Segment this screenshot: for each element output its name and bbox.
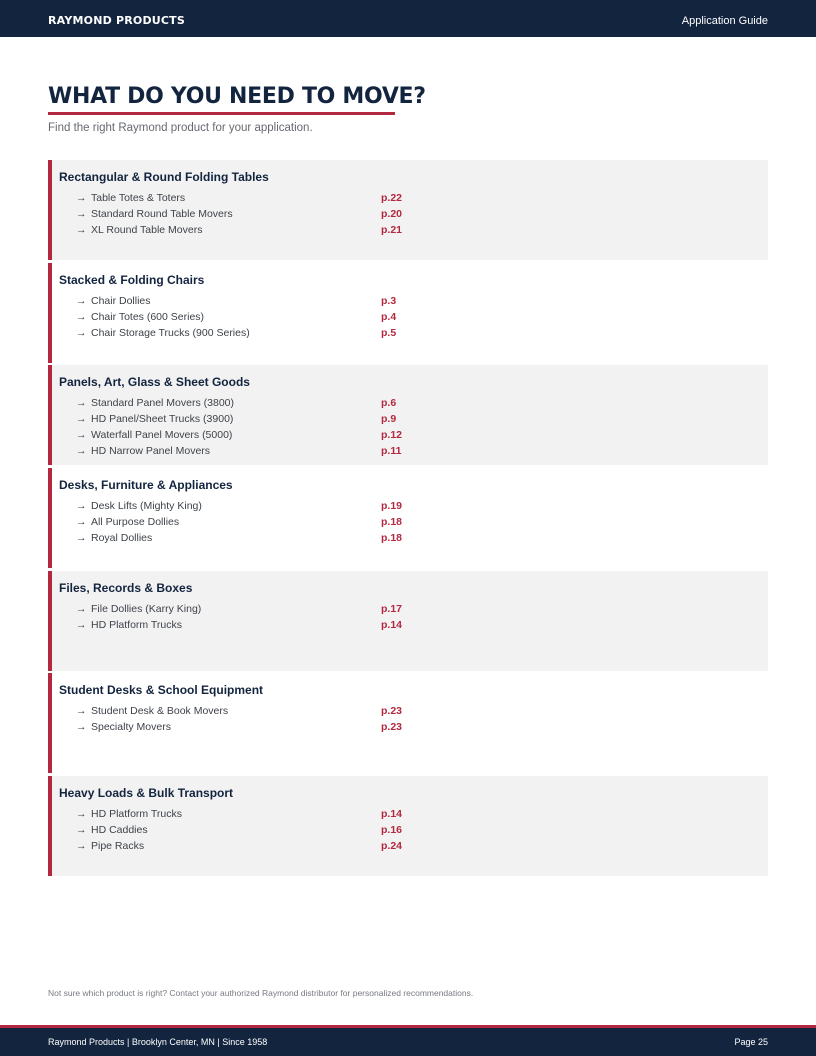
product-item xyxy=(76,824,576,840)
section-title: Stacked & Folding Chairs xyxy=(59,273,205,287)
page-reference: p.23 xyxy=(381,705,403,717)
product-name: Chair Storage Trucks (900 Series) xyxy=(91,327,250,339)
product-item xyxy=(76,208,576,224)
product-name: All Purpose Dollies xyxy=(91,516,180,528)
section-title: Files, Records & Boxes xyxy=(59,581,193,595)
arrow-right-icon: → xyxy=(76,516,87,528)
product-item xyxy=(76,429,576,445)
page-reference: p.4 xyxy=(381,311,397,323)
arrow-right-icon: → xyxy=(76,721,87,733)
product-item xyxy=(76,413,576,429)
page-subtitle: Find the right Raymond product for your application. xyxy=(48,122,313,134)
product-item xyxy=(76,311,576,327)
section-folding-tables xyxy=(48,160,768,260)
product-list xyxy=(76,603,576,635)
footnote: Not sure which product is right? Contact your authorized Raymond distributor for personalized recommendations. xyxy=(48,988,474,998)
page-reference: p.23 xyxy=(381,721,403,733)
product-name: HD Panel/Sheet Trucks (3900) xyxy=(91,413,234,425)
page-reference: p.19 xyxy=(381,500,403,512)
product-name: Pipe Racks xyxy=(91,840,145,852)
title-underline xyxy=(48,112,395,115)
product-item xyxy=(76,397,576,413)
product-name: Chair Dollies xyxy=(91,295,151,307)
product-item xyxy=(76,295,576,311)
product-list xyxy=(76,808,576,856)
product-name: HD Narrow Panel Movers xyxy=(91,445,211,457)
product-name: Royal Dollies xyxy=(91,532,153,544)
section-title: Panels, Art, Glass & Sheet Goods xyxy=(59,375,250,389)
section-files-records xyxy=(48,571,768,671)
page-reference: p.18 xyxy=(381,532,403,544)
product-item xyxy=(76,516,576,532)
product-item xyxy=(76,840,576,856)
product-name: Student Desk & Book Movers xyxy=(91,705,229,717)
page-reference: p.18 xyxy=(381,516,403,528)
product-name: Desk Lifts (Mighty King) xyxy=(91,500,202,512)
product-list xyxy=(76,500,576,548)
arrow-right-icon: → xyxy=(76,824,87,836)
arrow-right-icon: → xyxy=(76,397,87,409)
arrow-right-icon: → xyxy=(76,603,87,615)
page-reference: p.11 xyxy=(381,445,402,457)
arrow-right-icon: → xyxy=(76,808,87,820)
section-title: Desks, Furniture & Appliances xyxy=(59,478,233,492)
arrow-right-icon: → xyxy=(76,705,87,717)
product-item xyxy=(76,532,576,548)
arrow-right-icon: → xyxy=(76,192,87,204)
section-heavy-loads xyxy=(48,776,768,876)
product-item xyxy=(76,619,576,635)
document-label: Application Guide xyxy=(681,15,768,27)
footer-company-info: Raymond Products | Brooklyn Center, MN | Since 1958 xyxy=(48,1037,268,1047)
product-item xyxy=(76,721,576,737)
product-name: Specialty Movers xyxy=(91,721,171,733)
product-item xyxy=(76,327,576,343)
page-reference: p.22 xyxy=(381,192,403,204)
section-title: Heavy Loads & Bulk Transport xyxy=(59,786,234,800)
product-item xyxy=(76,603,576,619)
product-name: File Dollies (Karry King) xyxy=(91,603,202,615)
page-reference: p.24 xyxy=(381,840,403,852)
section-title: Rectangular & Round Folding Tables xyxy=(59,170,269,184)
product-name: XL Round Table Movers xyxy=(91,224,203,236)
page-reference: p.9 xyxy=(381,413,397,425)
product-list xyxy=(76,397,576,461)
page-reference: p.21 xyxy=(381,224,403,236)
section-title: Student Desks & School Equipment xyxy=(59,683,264,697)
top-header-bar xyxy=(0,0,816,37)
section-desks-furniture xyxy=(48,468,768,568)
page-reference: p.12 xyxy=(381,429,403,441)
arrow-right-icon: → xyxy=(76,619,87,631)
product-name: Standard Panel Movers (3800) xyxy=(91,397,234,409)
arrow-right-icon: → xyxy=(76,532,87,544)
arrow-right-icon: → xyxy=(76,445,87,457)
page-reference: p.16 xyxy=(381,824,403,836)
product-name: Chair Totes (600 Series) xyxy=(91,311,205,323)
product-name: HD Platform Trucks xyxy=(91,619,183,631)
arrow-right-icon: → xyxy=(76,327,87,339)
arrow-right-icon: → xyxy=(76,311,87,323)
arrow-right-icon: → xyxy=(76,295,87,307)
product-name: HD Caddies xyxy=(91,824,148,836)
arrow-right-icon: → xyxy=(76,413,87,425)
page-reference: p.17 xyxy=(381,603,403,615)
arrow-right-icon: → xyxy=(76,224,87,236)
product-item xyxy=(76,192,576,208)
section-panels xyxy=(48,365,768,465)
page-reference: p.3 xyxy=(381,295,397,307)
product-item xyxy=(76,705,576,721)
product-item xyxy=(76,808,576,824)
product-list xyxy=(76,192,576,240)
footer-bar xyxy=(0,1028,816,1056)
arrow-right-icon: → xyxy=(76,840,87,852)
brand-name: RAYMOND PRODUCTS xyxy=(48,14,186,27)
arrow-right-icon: → xyxy=(76,500,87,512)
page-reference: p.14 xyxy=(381,619,403,631)
page-reference: p.14 xyxy=(381,808,403,820)
product-list xyxy=(76,705,576,737)
product-name: Table Totes & Toters xyxy=(91,192,186,204)
product-item xyxy=(76,500,576,516)
product-item xyxy=(76,224,576,240)
page-reference: p.6 xyxy=(381,397,397,409)
section-school-equipment xyxy=(48,673,768,773)
arrow-right-icon: → xyxy=(76,208,87,220)
section-chairs xyxy=(48,263,768,363)
page-reference: p.20 xyxy=(381,208,403,220)
product-name: Standard Round Table Movers xyxy=(91,208,233,220)
product-name: HD Platform Trucks xyxy=(91,808,183,820)
page-number: Page 25 xyxy=(734,1037,768,1047)
page-reference: p.5 xyxy=(381,327,397,339)
product-item xyxy=(76,445,576,461)
arrow-right-icon: → xyxy=(76,429,87,441)
product-name: Waterfall Panel Movers (5000) xyxy=(91,429,233,441)
product-list xyxy=(76,295,576,343)
page-title: WHAT DO YOU NEED TO MOVE? xyxy=(48,84,426,109)
